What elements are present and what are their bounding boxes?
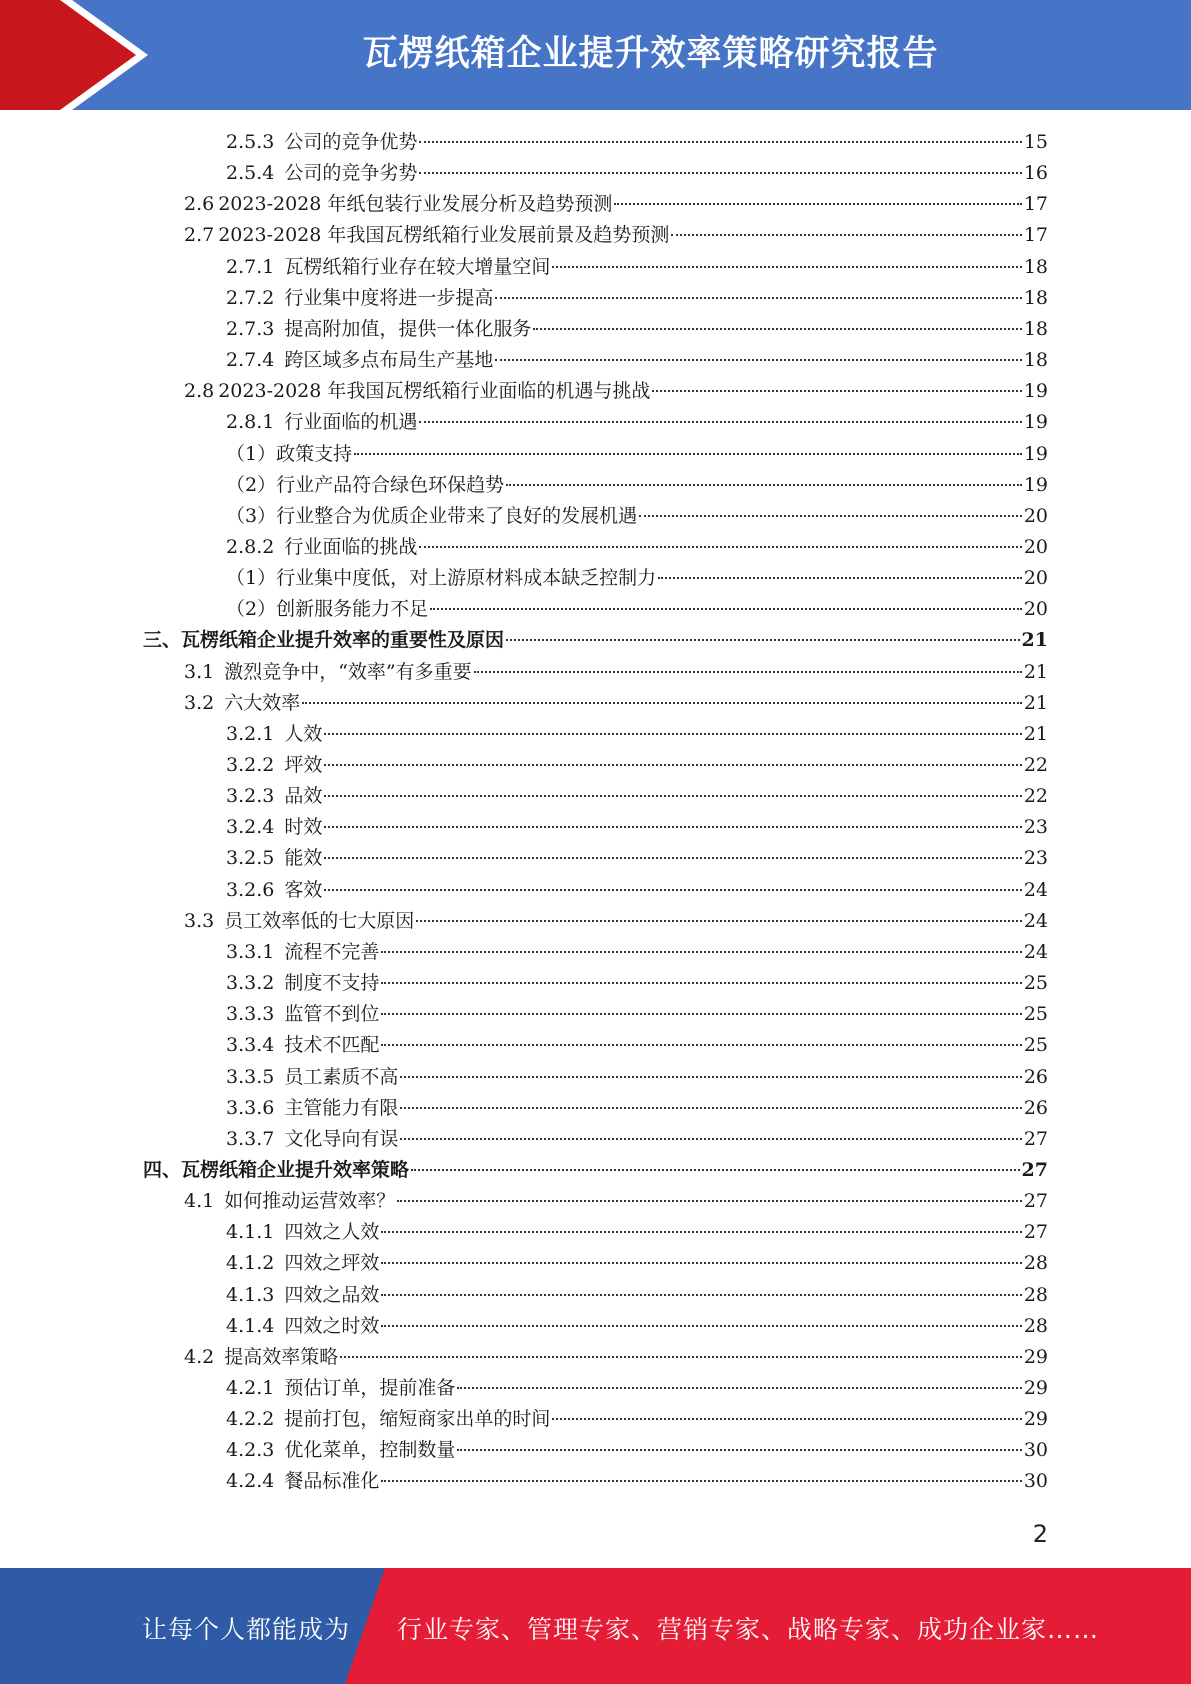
toc-entry[interactable] [184, 376, 1048, 407]
toc-entry[interactable] [226, 407, 1048, 438]
toc-entry-title: 流程不完善 [284, 940, 380, 963]
toc-entry[interactable] [226, 875, 1048, 906]
toc-entry-page: 21 [1023, 722, 1048, 745]
toc-entry-title: 行业产品符合绿色环保趋势 [276, 473, 505, 496]
toc-entry-title: 员工效率低的七大原因 [224, 909, 415, 932]
toc-entry-title: 行业面临的机遇 [284, 411, 418, 434]
toc-entry-number: 2.7.4 [226, 349, 275, 372]
toc-entry[interactable] [226, 563, 1048, 594]
toc-entry-title: 行业面临的挑战 [284, 535, 418, 558]
page-number: 2 [1032, 1520, 1048, 1548]
toc-dot-leader [430, 608, 1022, 610]
toc-dot-leader [324, 733, 1021, 735]
toc-entry-title: 如何推动运营效率？ [224, 1190, 396, 1213]
toc-entry[interactable] [226, 999, 1048, 1030]
toc-entry-title: 客效 [284, 878, 323, 901]
toc-entry[interactable] [184, 220, 1048, 251]
footer-slogan-right: 行业专家、管理专家、营销专家、战略专家、成功企业家…… [397, 1615, 1100, 1644]
toc-dot-leader [324, 795, 1021, 797]
toc-dot-leader [639, 515, 1022, 517]
toc-entry-page: 19 [1023, 442, 1048, 465]
toc-dot-leader [302, 702, 1022, 704]
toc-dot-leader [552, 266, 1021, 268]
toc-dot-leader [506, 484, 1022, 486]
toc-entry[interactable] [226, 812, 1048, 843]
toc-entry[interactable] [226, 1280, 1048, 1311]
toc-entry-page: 20 [1023, 535, 1048, 558]
toc-entry[interactable] [226, 1030, 1048, 1061]
toc-entry-title: 行业集中度将进一步提高 [284, 286, 494, 309]
toc-dot-leader [671, 234, 1021, 236]
toc-entry-page: 28 [1023, 1314, 1048, 1337]
toc-dot-leader [419, 141, 1021, 143]
toc-dot-leader [419, 421, 1021, 423]
toc-entry-page: 25 [1023, 972, 1048, 995]
toc-entry[interactable] [226, 719, 1048, 750]
toc-entry-number: （1） [226, 567, 277, 590]
toc-entry-page: 22 [1023, 785, 1048, 808]
toc-entry-number: 3.1 [184, 660, 215, 683]
toc-dot-leader [324, 826, 1021, 828]
toc-entry-page: 21 [1021, 629, 1048, 652]
toc-entry-title: 跨区域多点布局生产基地 [284, 349, 494, 372]
toc-dot-leader [381, 1231, 1021, 1233]
toc-dot-leader [324, 889, 1021, 891]
toc-entry-page: 24 [1023, 878, 1048, 901]
toc-entry-title: 四效之时效 [284, 1314, 380, 1337]
toc-dot-leader [400, 1076, 1021, 1078]
toc-entry-title: 2023-2028 年纸包装行业发展分析及趋势预测 [218, 193, 613, 216]
toc-dot-leader [652, 390, 1021, 392]
toc-entry[interactable] [226, 1311, 1048, 1342]
toc-entry-number: （2） [226, 473, 277, 496]
toc-entry-title: 四效之坪效 [284, 1252, 380, 1275]
toc-entry-page: 18 [1023, 317, 1048, 340]
toc-entry-number: 4.1 [184, 1190, 215, 1213]
toc-entry-number: 3.3.3 [226, 1003, 275, 1026]
toc-entry-page: 27 [1023, 1221, 1048, 1244]
toc-entry-number: 4.1.1 [226, 1221, 275, 1244]
toc-entry[interactable] [226, 1466, 1048, 1497]
toc-dot-leader [495, 359, 1021, 361]
toc-entry-number: 3.3.6 [226, 1096, 275, 1119]
toc-entry-number: 4.2 [184, 1345, 215, 1368]
toc-entry-number: 4.2.2 [226, 1408, 275, 1431]
toc-entry-page: 17 [1023, 193, 1048, 216]
toc-entry-number: 2.6 [184, 193, 215, 216]
footer-slogan-left: 让每个人都能成为 [142, 1615, 351, 1644]
toc-entry-number: 3.3.5 [226, 1065, 275, 1088]
toc-entry-number: （3） [226, 504, 277, 527]
toc-entry[interactable] [143, 1155, 1048, 1186]
toc-entry-title: 员工素质不高 [284, 1065, 399, 1088]
toc-dot-leader [381, 1013, 1021, 1015]
toc-entry[interactable] [226, 968, 1048, 999]
toc-entry-title: 主管能力有限 [284, 1096, 399, 1119]
toc-entry-title: 品效 [284, 785, 323, 808]
toc-dot-leader [506, 639, 1020, 641]
toc-entry[interactable] [184, 189, 1048, 220]
toc-entry-title: 制度不支持 [284, 972, 380, 995]
toc-entry[interactable] [226, 127, 1048, 158]
toc-entry-title: 餐品标准化 [284, 1470, 380, 1493]
toc-entry-page: 15 [1023, 131, 1048, 153]
toc-entry-page: 20 [1023, 598, 1048, 621]
toc-entry-page: 30 [1023, 1470, 1048, 1493]
toc-entry-page: 29 [1023, 1408, 1048, 1431]
toc-dot-leader [381, 1325, 1021, 1327]
toc-entry-title: 四效之人效 [284, 1221, 380, 1244]
toc-entry-number: 2.7.3 [226, 317, 275, 340]
toc-entry-title: 优化菜单，控制数量 [284, 1439, 456, 1462]
toc-entry-title: 提高附加值，提供一体化服务 [284, 317, 532, 340]
toc-dot-leader [381, 1044, 1021, 1046]
toc-entry-page: 17 [1023, 224, 1048, 247]
toc-entry-title: 坪效 [284, 754, 323, 776]
toc-entry-number: 三、 [143, 629, 182, 652]
toc-entry-number: 3.3.1 [226, 940, 275, 963]
toc-dot-leader [495, 297, 1021, 299]
page-footer [0, 1568, 1191, 1684]
toc-entry-page: 27 [1021, 1158, 1048, 1181]
toc-entry[interactable] [226, 937, 1048, 968]
toc-entry-title: 提前打包，缩短商家出单的时间 [284, 1408, 551, 1431]
toc-entry-page: 21 [1023, 691, 1048, 714]
toc-entry[interactable] [226, 781, 1048, 812]
toc-entry-page: 23 [1023, 847, 1048, 870]
toc-entry[interactable] [226, 1062, 1048, 1093]
toc-entry-number: 3.2 [184, 691, 215, 714]
toc-entry-title: 能效 [284, 847, 323, 870]
toc-dot-leader [354, 453, 1022, 455]
toc-entry-number: 2.8.2 [226, 535, 275, 558]
toc-entry-title: 监管不到位 [284, 1003, 380, 1026]
toc-dot-leader [533, 328, 1021, 330]
toc-entry[interactable] [226, 470, 1048, 501]
toc-entry[interactable] [184, 906, 1048, 937]
toc-entry-page: 26 [1023, 1096, 1048, 1119]
toc-entry-number: 2.8 [184, 380, 215, 403]
toc-entry-number: 4.1.4 [226, 1314, 275, 1337]
toc-entry-page: 18 [1023, 255, 1048, 278]
toc-entry-number: 3.3.7 [226, 1127, 275, 1150]
toc-entry-number: 3.3.2 [226, 972, 275, 995]
toc-entry[interactable] [226, 501, 1048, 532]
toc-entry[interactable] [226, 1404, 1048, 1435]
toc-entry-page: 20 [1023, 504, 1048, 527]
toc-dot-leader [381, 951, 1021, 953]
toc-entry[interactable] [226, 1093, 1048, 1124]
toc-dot-leader [397, 1200, 1022, 1202]
toc-entry-number: （2） [226, 598, 277, 621]
page-header [0, 0, 1191, 110]
toc-entry-page: 29 [1023, 1345, 1048, 1368]
toc-dot-leader [381, 1294, 1021, 1296]
toc-entry-title: 瓦楞纸箱行业存在较大增量空间 [284, 255, 551, 278]
toc-entry-number: 2.5.3 [226, 131, 275, 153]
toc-entry-title: 激烈竞争中，“效率”有多重要 [224, 660, 472, 683]
toc-entry-title: 创新服务能力不足 [276, 598, 429, 621]
toc-entry-number: 3.2.6 [226, 878, 275, 901]
toc-entry-title: 瓦楞纸箱企业提升效率的重要性及原因 [181, 629, 505, 652]
toc-dot-leader [614, 203, 1021, 205]
toc-entry-page: 28 [1023, 1283, 1048, 1306]
toc-entry-page: 19 [1023, 473, 1048, 496]
toc-entry-title: 行业整合为优质企业带来了良好的发展机遇 [276, 504, 638, 527]
toc-entry-page: 19 [1023, 411, 1048, 434]
toc-entry-number: 4.1.3 [226, 1283, 275, 1306]
toc-dot-leader [457, 1387, 1021, 1389]
toc-entry-title: 预估订单，提前准备 [284, 1377, 456, 1399]
toc-entry-number: 2.7 [184, 224, 215, 247]
toc-entry-page: 26 [1023, 1065, 1048, 1088]
toc-dot-leader [381, 982, 1021, 984]
toc-entry-page: 16 [1023, 162, 1048, 185]
toc-entry-number: 2.7.2 [226, 286, 275, 309]
toc-entry-title: 时效 [284, 816, 323, 839]
toc-entry-title: 技术不匹配 [284, 1034, 380, 1057]
toc-dot-leader [658, 577, 1022, 579]
toc-dot-leader [340, 1356, 1022, 1358]
toc-dot-leader [552, 1418, 1021, 1420]
toc-entry[interactable] [226, 532, 1048, 563]
toc-entry-number: 3.2.3 [226, 785, 275, 808]
toc-entry[interactable] [226, 314, 1048, 345]
toc-entry-title: 2023-2028 年我国瓦楞纸箱行业发展前景及趋势预测 [218, 224, 670, 247]
toc-dot-leader [324, 857, 1021, 859]
toc-entry[interactable] [184, 657, 1048, 688]
toc-dot-leader [457, 1449, 1021, 1451]
toc-entry-title: 2023-2028 年我国瓦楞纸箱行业面临的机遇与挑战 [218, 380, 651, 403]
toc-entry-title: 四效之品效 [284, 1283, 380, 1306]
toc-entry-page: 18 [1023, 286, 1048, 309]
toc-entry-number: 3.3 [184, 909, 215, 932]
toc-entry-number: （1） [226, 442, 277, 465]
toc-entry-number: 4.2.3 [226, 1439, 275, 1462]
toc-entry-title: 六大效率 [224, 691, 301, 714]
toc-entry-page: 22 [1023, 754, 1048, 776]
toc-entry-number: 3.2.4 [226, 816, 275, 839]
toc-entry-page: 28 [1023, 1252, 1048, 1275]
toc-entry-page: 18 [1023, 349, 1048, 372]
toc-entry[interactable] [226, 594, 1048, 625]
toc-entry-page: 21 [1023, 660, 1048, 683]
toc-entry-title: 文化导向有误 [284, 1127, 399, 1150]
toc-dot-leader [381, 1262, 1021, 1264]
toc-entry[interactable] [226, 750, 1048, 781]
toc-dot-leader [419, 546, 1021, 548]
toc-entry-title: 瓦楞纸箱企业提升效率策略 [181, 1158, 410, 1181]
toc-entry-page: 27 [1023, 1127, 1048, 1150]
toc-entry-number: 2.7.1 [226, 255, 275, 278]
toc-dot-leader [400, 1107, 1021, 1109]
toc-entry-page: 24 [1023, 909, 1048, 932]
toc-entry[interactable] [226, 843, 1048, 874]
toc-entry-number: 2.8.1 [226, 411, 275, 434]
toc-entry-number: 4.2.4 [226, 1470, 275, 1493]
toc-entry[interactable] [226, 1124, 1048, 1155]
toc-entry[interactable] [226, 439, 1048, 470]
toc-entry[interactable] [226, 252, 1048, 283]
chevron-arrow-icon [0, 0, 160, 110]
toc-entry[interactable] [226, 345, 1048, 376]
toc-dot-leader [411, 1169, 1020, 1171]
toc-dot-leader [381, 1480, 1021, 1482]
toc-entry-page: 29 [1023, 1377, 1048, 1399]
toc-entry-number: 3.2.1 [226, 722, 275, 745]
toc-entry[interactable] [184, 1342, 1048, 1373]
toc-entry-page: 24 [1023, 940, 1048, 963]
toc-entry-title: 行业集中度低，对上游原材料成本缺乏控制力 [276, 567, 657, 590]
toc-entry-page: 27 [1023, 1190, 1048, 1213]
toc-entry-number: 3.2.5 [226, 847, 275, 870]
toc-entry-number: 4.1.2 [226, 1252, 275, 1275]
toc-entry-page: 30 [1023, 1439, 1048, 1462]
toc-entry[interactable] [226, 283, 1048, 314]
toc-dot-leader [400, 1138, 1021, 1140]
toc-dot-leader [474, 671, 1022, 673]
toc-entry-page: 20 [1023, 567, 1048, 590]
toc-entry[interactable] [226, 158, 1048, 189]
toc-entry-number: 2.5.4 [226, 162, 275, 185]
report-title: 瓦楞纸箱企业提升效率策略研究报告 [362, 34, 939, 74]
toc-entry-title: 公司的竞争劣势 [284, 162, 418, 185]
toc-entry-number: 3.3.4 [226, 1034, 275, 1057]
toc-entry[interactable] [226, 1248, 1048, 1279]
toc-entry-number: 4.2.1 [226, 1377, 275, 1399]
toc-entry-title: 提高效率策略 [224, 1345, 339, 1368]
toc-entry[interactable] [184, 1186, 1048, 1217]
toc-entry[interactable] [226, 1373, 1048, 1404]
toc-entry-title: 政策支持 [276, 442, 353, 465]
toc-entry-number: 3.2.2 [226, 754, 275, 776]
toc-dot-leader [324, 764, 1021, 766]
toc-entry-page: 25 [1023, 1034, 1048, 1057]
toc-entry[interactable] [184, 688, 1048, 719]
toc-entry-title: 公司的竞争优势 [284, 131, 418, 153]
toc-entry-title: 人效 [284, 722, 323, 745]
toc-entry-page: 23 [1023, 816, 1048, 839]
toc-entry-number: 四、 [143, 1158, 182, 1181]
toc-entry[interactable] [226, 1435, 1048, 1466]
toc-entry-page: 19 [1023, 380, 1048, 403]
toc-entry[interactable] [226, 1217, 1048, 1248]
toc-entry-page: 25 [1023, 1003, 1048, 1026]
toc-entry[interactable] [143, 625, 1048, 656]
toc-dot-leader [416, 920, 1022, 922]
toc-dot-leader [419, 172, 1021, 174]
